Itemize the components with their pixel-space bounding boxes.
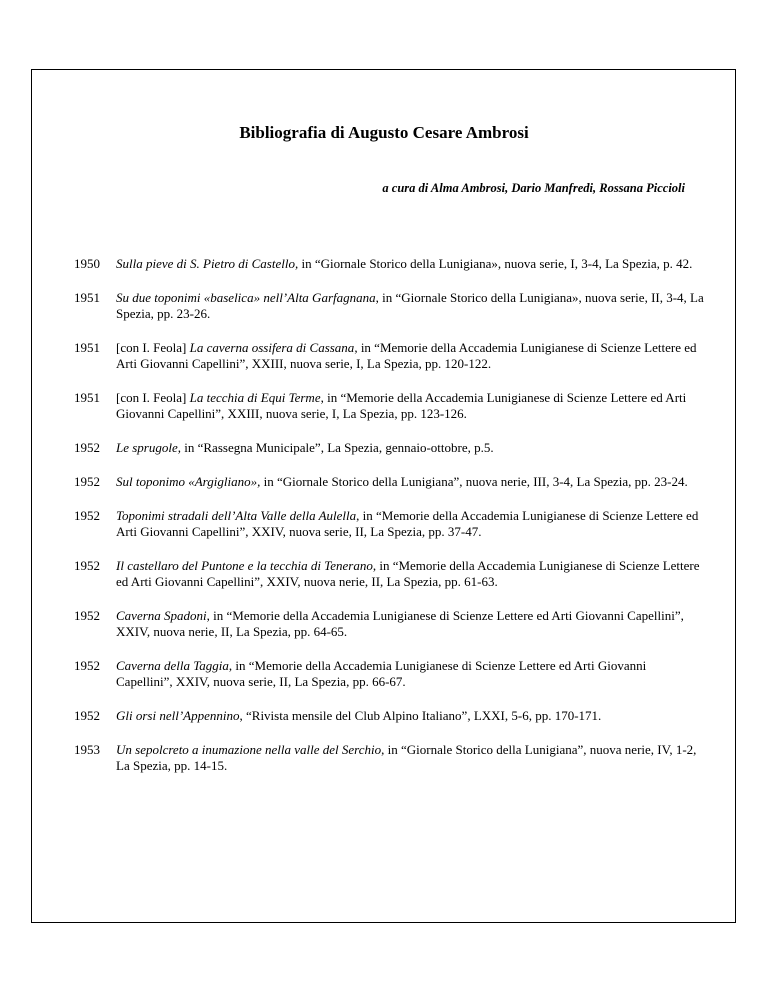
bibliography-entry <box>74 474 704 490</box>
entry-publication-details: , in “Memorie della Accademia Lunigianese di Scienze Lettere ed Arti Giovanni Capellini”, XXIII, nuova serie, I, La Spezia, pp. 120-122. <box>116 340 697 371</box>
entry-publication-details: , in “Giornale Storico della Lunigiana», nuova serie, II, 3-4, La Spezia, pp. 23-26. <box>116 290 704 321</box>
bibliography-entry <box>74 742 704 774</box>
entry-publication-details: in “Rassegna Municipale”, La Spezia, gennaio-ottobre, p.5. <box>181 440 494 455</box>
entry-citation <box>116 474 704 490</box>
entry-year: 1952 <box>74 658 100 673</box>
entry-work-title: La tecchia di Equi Terme <box>189 390 321 405</box>
bibliography-entry <box>74 508 704 540</box>
bibliography-entry <box>74 708 704 724</box>
entry-year: 1952 <box>74 708 100 723</box>
entry-publication-details: in “Giornale Storico della Lunigiana», nuova serie, I, 3-4, La Spezia, p. 42. <box>298 256 693 271</box>
bibliography-entry <box>74 658 704 690</box>
entry-work-title: La caverna ossifera di Cassana <box>189 340 355 355</box>
entry-citation <box>116 708 704 724</box>
bibliography-entry <box>74 256 704 272</box>
bibliography-list <box>74 256 704 792</box>
entry-work-title: Caverna della Taggia <box>116 658 229 673</box>
entry-citation <box>116 658 704 690</box>
entry-work-title: Caverna Spadoni <box>116 608 207 623</box>
entry-work-title: Le sprugole, <box>116 440 181 455</box>
entry-year: 1951 <box>74 290 100 305</box>
entry-work-title: Gli orsi nell’Appennino <box>116 708 240 723</box>
entry-citation <box>116 290 704 322</box>
entry-author-note: [con I. Feola] <box>116 340 190 355</box>
entry-citation <box>116 256 704 272</box>
entry-citation <box>116 742 704 774</box>
bibliography-entry <box>74 558 704 590</box>
entry-publication-details: , in “Memorie della Accademia Lunigianese di Scienze Lettere ed Arti Giovanni Capellini”, XXIII, nuova serie, I, La Spezia, pp. 123-126. <box>116 390 687 421</box>
document-title: Bibliografia di Augusto Cesare Ambrosi <box>239 123 529 142</box>
bibliography-entry <box>74 440 704 456</box>
entry-year: 1951 <box>74 340 100 355</box>
bibliography-entry <box>74 608 704 640</box>
entry-work-title: Sul toponimo «Argigliano», <box>116 474 261 489</box>
entry-work-title: Su due toponimi «baselica» nell’Alta Garfagnana <box>116 290 376 305</box>
entry-citation <box>116 608 704 640</box>
entry-year: 1951 <box>74 390 100 405</box>
entry-publication-details: , in “Memorie della Accademia Lunigianese di Scienze Lettere ed Arti Giovanni Capellini”, XXIV, nuova nerie, II, La Spezia, pp. 64-65. <box>116 608 684 639</box>
entry-citation <box>116 508 704 540</box>
entry-year: 1952 <box>74 508 100 523</box>
entry-year: 1952 <box>74 474 100 489</box>
entry-publication-details: , in “Giornale Storico della Lunigiana”, nuova nerie, IV, 1-2, La Spezia, pp. 14-15. <box>116 742 697 773</box>
bibliography-entry <box>74 290 704 322</box>
entry-publication-details: , “Rivista mensile del Club Alpino Italiano”, LXXI, 5-6, pp. 170-171. <box>239 708 602 723</box>
entry-citation <box>116 390 704 422</box>
entry-citation <box>116 340 704 372</box>
bibliography-entry <box>74 340 704 372</box>
entry-work-title: Toponimi stradali dell’Alta Valle della Aulella <box>116 508 357 523</box>
entry-publication-details: , in “Memorie della Accademia Lunigianese di Scienze Lettere ed Arti Giovanni Capellini”, XXIV, nuova nerie, II, La Spezia, pp. 61-63. <box>116 558 700 589</box>
entry-author-note: [con I. Feola] <box>116 390 190 405</box>
document-curators: a cura di Alma Ambrosi, Dario Manfredi, Rossana Piccioli <box>382 181 685 195</box>
entry-year: 1952 <box>74 440 100 455</box>
entry-work-title: Il castellaro del Puntone e la tecchia di Tenerano <box>116 558 373 573</box>
entry-year: 1950 <box>74 256 100 271</box>
entry-year: 1953 <box>74 742 100 757</box>
entry-citation <box>116 440 704 456</box>
entry-work-title: Sulla pieve di S. Pietro di Castello, <box>116 256 299 271</box>
entry-work-title: Un sepolcreto a inumazione nella valle del Serchio <box>116 742 382 757</box>
entry-publication-details: in “Giornale Storico della Lunigiana”, nuova nerie, III, 3-4, La Spezia, pp. 23-24. <box>260 474 688 489</box>
entry-year: 1952 <box>74 558 100 573</box>
entry-publication-details: , in “Memorie della Accademia Lunigianese di Scienze Lettere ed Arti Giovanni Capellini”, XXIV, nuova serie, II, La Spezia, pp. 37-47. <box>116 508 699 539</box>
bibliography-entry <box>74 390 704 422</box>
entry-year: 1952 <box>74 608 100 623</box>
entry-publication-details: , in “Memorie della Accademia Lunigianese di Scienze Lettere ed Arti Giovanni Capellini”, XXIV, nuova serie, II, La Spezia, pp. 66-67. <box>116 658 647 689</box>
entry-citation <box>116 558 704 590</box>
